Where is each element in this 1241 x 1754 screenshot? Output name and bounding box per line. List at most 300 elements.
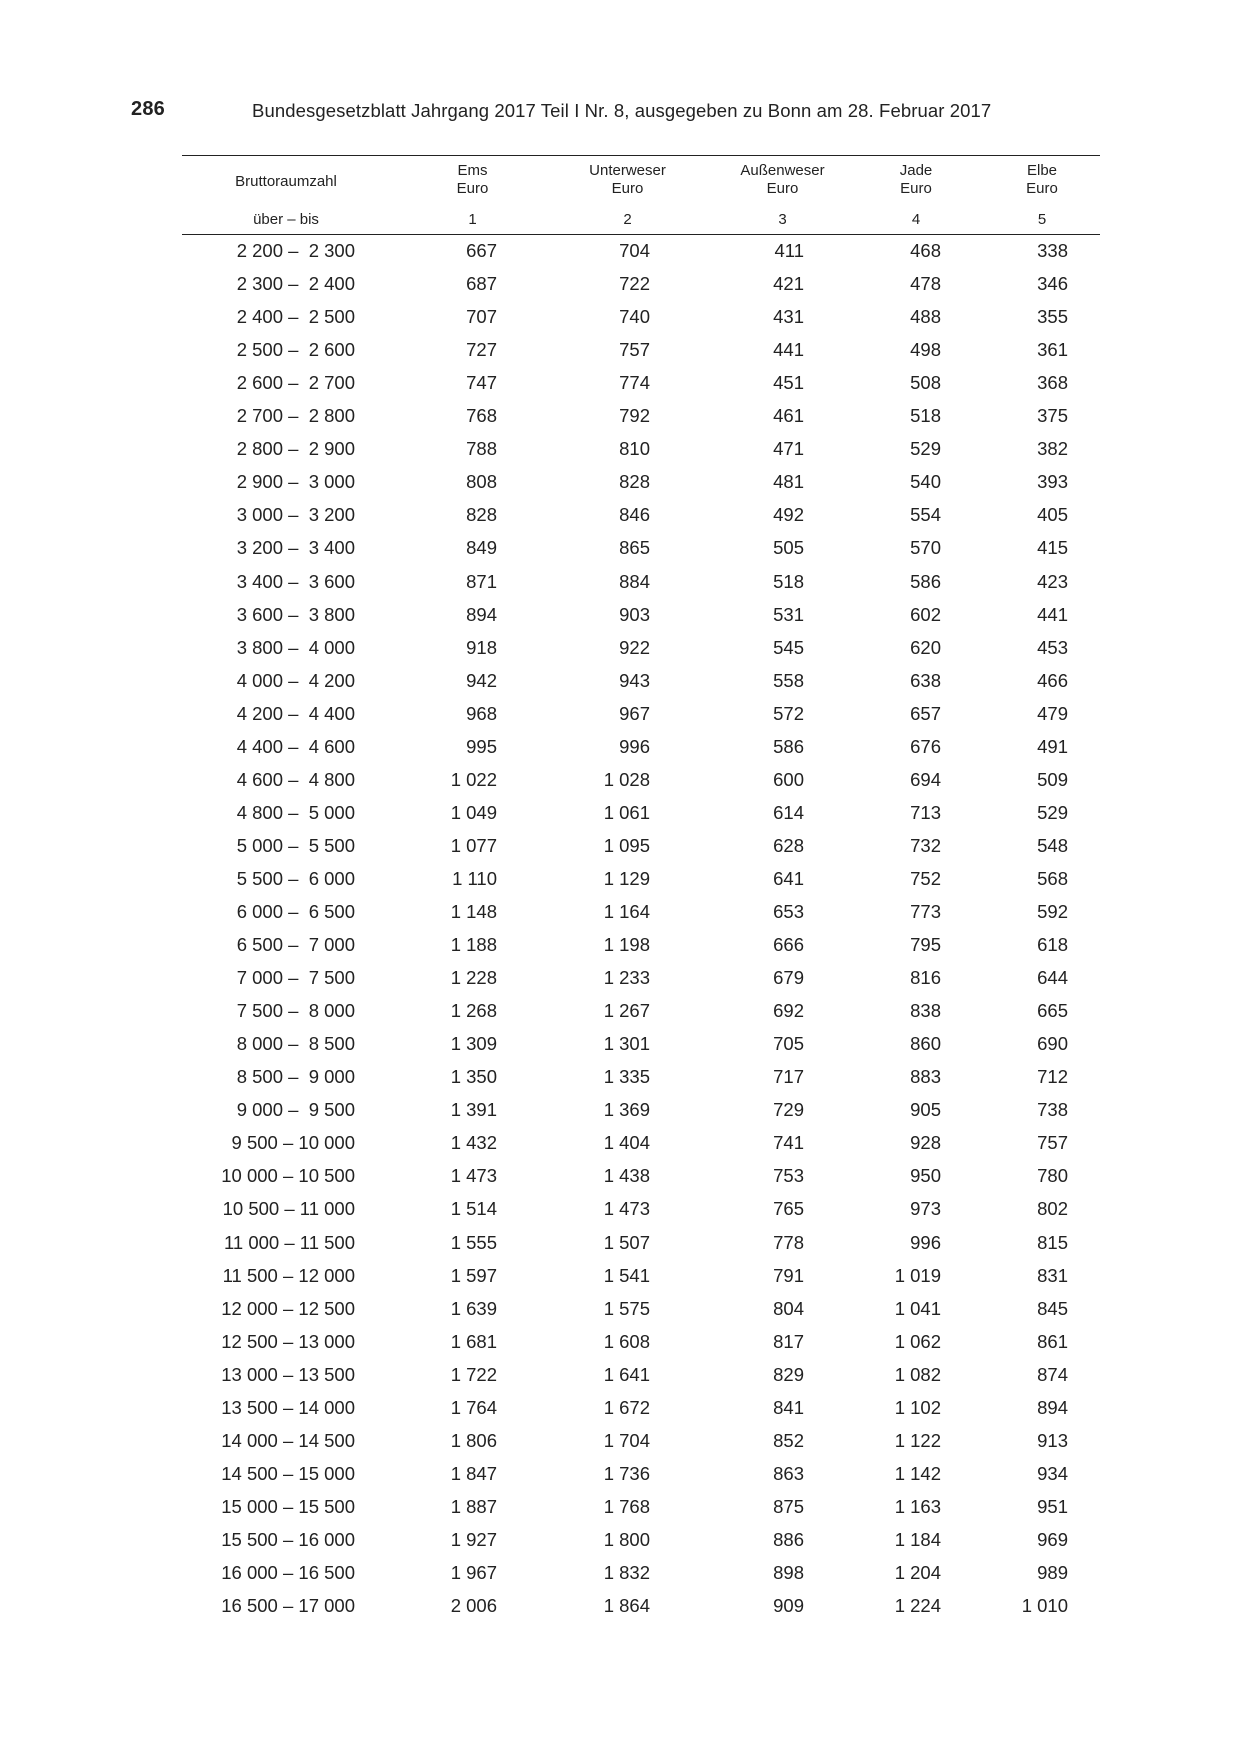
jade-value: 860 [910, 1033, 941, 1055]
bruttoraumzahl-range: 2 600 – 2 700 [236, 372, 355, 394]
aussenweser-value: 431 [773, 306, 804, 328]
jade-value: 905 [910, 1099, 941, 1121]
column-heading-jade [866, 162, 966, 198]
elbe-value: 509 [1037, 768, 1068, 790]
unterweser-value: 1 507 [603, 1231, 650, 1253]
table-row [0, 405, 1241, 438]
table-row [0, 835, 1241, 868]
ems-value: 828 [466, 504, 497, 526]
ems-value: 788 [466, 438, 497, 460]
aussenweser-value: 505 [773, 537, 804, 559]
elbe-value: 1 010 [1021, 1595, 1068, 1617]
elbe-value: 845 [1037, 1297, 1068, 1319]
ems-value: 968 [466, 702, 497, 724]
table-row [0, 802, 1241, 835]
table-row [0, 1364, 1241, 1397]
ems-value: 1 049 [450, 801, 497, 823]
elbe-value: 802 [1037, 1198, 1068, 1220]
elbe-value: 368 [1037, 372, 1068, 394]
bruttoraumzahl-range: 12 500 – 13 000 [221, 1330, 355, 1352]
bruttoraumzahl-range: 2 300 – 2 400 [236, 273, 355, 295]
unterweser-value: 1 704 [603, 1429, 650, 1451]
table-row [0, 1595, 1241, 1628]
unterweser-value: 903 [619, 603, 650, 625]
column-heading-unterweser [570, 162, 685, 198]
ems-value: 1 722 [450, 1363, 497, 1385]
aussenweser-value: 898 [773, 1562, 804, 1583]
unterweser-value: 810 [619, 438, 650, 460]
jade-value: 620 [910, 636, 941, 658]
bruttoraumzahl-range: 4 200 – 4 400 [236, 702, 355, 724]
column-number: 4 [911, 211, 921, 228]
unterweser-value: 1 864 [603, 1595, 650, 1617]
elbe-value: 969 [1037, 1528, 1068, 1550]
unterweser-value: 1 608 [603, 1330, 650, 1352]
aussenweser-value: 717 [773, 1066, 804, 1088]
page-number: 286 [131, 98, 165, 120]
jade-value: 973 [910, 1198, 941, 1220]
table-row [0, 1165, 1241, 1198]
bruttoraumzahl-range: 16 000 – 16 500 [221, 1562, 355, 1583]
unterweser-value: 1 736 [603, 1462, 650, 1484]
unterweser-value: 1 301 [603, 1033, 650, 1055]
ems-value: 1 188 [450, 934, 497, 956]
elbe-value: 361 [1037, 339, 1068, 361]
column-number: 2 [623, 211, 632, 228]
table-row [0, 670, 1241, 703]
elbe-value: 951 [1037, 1495, 1068, 1517]
jade-value: 752 [910, 867, 941, 889]
elbe-value: 989 [1037, 1562, 1068, 1583]
unterweser-value: 1 028 [603, 768, 650, 790]
jade-value: 488 [910, 306, 941, 328]
jade-value: 638 [910, 669, 941, 691]
aussenweser-value: 852 [773, 1429, 804, 1451]
unterweser-value: 1 473 [603, 1198, 650, 1220]
elbe-value: 466 [1037, 669, 1068, 691]
elbe-value: 479 [1037, 702, 1068, 724]
elbe-value: 618 [1037, 934, 1068, 956]
jade-value: 468 [910, 240, 941, 261]
jade-value: 996 [910, 1231, 941, 1253]
jade-value: 838 [910, 1000, 941, 1022]
bruttoraumzahl-range: 4 800 – 5 000 [236, 801, 355, 823]
bruttoraumzahl-range: 2 200 – 2 300 [236, 240, 355, 261]
table-row [0, 372, 1241, 405]
elbe-value: 757 [1037, 1132, 1068, 1154]
jade-value: 713 [910, 801, 941, 823]
table-row [0, 1529, 1241, 1562]
bruttoraumzahl-range: 2 800 – 2 900 [236, 438, 355, 460]
aussenweser-value: 741 [773, 1132, 804, 1154]
column-unit: Euro [766, 180, 799, 197]
aussenweser-value: 492 [773, 504, 804, 526]
table-row [0, 1066, 1241, 1099]
jade-value: 676 [910, 735, 941, 757]
jade-value: 498 [910, 339, 941, 361]
unterweser-value: 943 [619, 669, 650, 691]
table-row [0, 1397, 1241, 1430]
unterweser-value: 1 198 [603, 934, 650, 956]
ems-value: 1 887 [450, 1495, 497, 1517]
ems-value: 942 [466, 669, 497, 691]
table-row [0, 339, 1241, 372]
bruttoraumzahl-range: 13 000 – 13 500 [221, 1363, 355, 1385]
table-row [0, 471, 1241, 504]
table-row [0, 1430, 1241, 1463]
aussenweser-value: 451 [773, 372, 804, 394]
bruttoraumzahl-range: 3 200 – 3 400 [236, 537, 355, 559]
unterweser-value: 1 404 [603, 1132, 650, 1154]
aussenweser-value: 765 [773, 1198, 804, 1220]
jade-value: 883 [910, 1066, 941, 1088]
unterweser-value: 1 832 [603, 1562, 650, 1583]
elbe-value: 815 [1037, 1231, 1068, 1253]
table-row [0, 273, 1241, 306]
aussenweser-value: 441 [773, 339, 804, 361]
ems-value: 1 350 [450, 1066, 497, 1088]
bruttoraumzahl-range: 14 500 – 15 000 [221, 1462, 355, 1484]
unterweser-value: 757 [619, 339, 650, 361]
ems-value: 918 [466, 636, 497, 658]
aussenweser-value: 817 [773, 1330, 804, 1352]
unterweser-value: 1 768 [603, 1495, 650, 1517]
aussenweser-value: 411 [774, 240, 804, 261]
bruttoraumzahl-range: 5 000 – 5 500 [236, 834, 355, 856]
aussenweser-value: 641 [773, 867, 804, 889]
elbe-value: 874 [1037, 1363, 1068, 1385]
unterweser-value: 1 369 [603, 1099, 650, 1121]
column-title-bruttoraumzahl: Bruttoraumzahl [235, 173, 337, 190]
bruttoraumzahl-range: 16 500 – 17 000 [221, 1595, 355, 1617]
unterweser-value: 1 061 [603, 801, 650, 823]
elbe-value: 393 [1037, 471, 1068, 493]
jade-value: 1 184 [894, 1528, 941, 1550]
column-title: Jade [899, 162, 933, 179]
bruttoraumzahl-range: 4 400 – 4 600 [236, 735, 355, 757]
bruttoraumzahl-range: 11 000 – 11 500 [224, 1231, 355, 1253]
jade-value: 795 [910, 934, 941, 956]
ems-value: 2 006 [450, 1595, 497, 1617]
ems-value: 871 [466, 570, 497, 592]
aussenweser-value: 481 [773, 471, 804, 493]
elbe-value: 382 [1037, 438, 1068, 460]
bruttoraumzahl-range: 7 000 – 7 500 [236, 967, 355, 989]
elbe-value: 346 [1037, 273, 1068, 295]
ems-value: 1 110 [452, 867, 497, 889]
table-row [0, 1099, 1241, 1132]
unterweser-value: 1 267 [603, 1000, 650, 1022]
jade-value: 540 [910, 471, 941, 493]
jade-value: 1 062 [894, 1330, 941, 1352]
bruttoraumzahl-range: 2 900 – 3 000 [236, 471, 355, 493]
table-row [0, 703, 1241, 736]
jade-value: 508 [910, 372, 941, 394]
bruttoraumzahl-range: 15 500 – 16 000 [221, 1528, 355, 1550]
elbe-value: 712 [1037, 1066, 1068, 1088]
table-row [0, 1265, 1241, 1298]
unterweser-value: 846 [619, 504, 650, 526]
table-row [0, 604, 1241, 637]
elbe-value: 934 [1037, 1462, 1068, 1484]
ems-value: 1 764 [450, 1396, 497, 1418]
ems-value: 1 806 [450, 1429, 497, 1451]
ems-value: 1 022 [450, 768, 497, 790]
column-number: 5 [1037, 211, 1047, 228]
aussenweser-value: 614 [773, 801, 804, 823]
bruttoraumzahl-range: 2 400 – 2 500 [236, 306, 355, 328]
elbe-value: 861 [1037, 1330, 1068, 1352]
aussenweser-value: 886 [773, 1528, 804, 1550]
jade-value: 928 [910, 1132, 941, 1154]
bruttoraumzahl-range: 3 600 – 3 800 [236, 603, 355, 625]
aussenweser-value: 753 [773, 1165, 804, 1187]
table-row [0, 1033, 1241, 1066]
aussenweser-value: 666 [773, 934, 804, 956]
ems-value: 995 [466, 735, 497, 757]
jade-value: 1 142 [894, 1462, 941, 1484]
bruttoraumzahl-range: 8 000 – 8 500 [236, 1033, 355, 1055]
unterweser-value: 1 575 [603, 1297, 650, 1319]
ems-value: 1 473 [450, 1165, 497, 1187]
jade-value: 732 [910, 834, 941, 856]
jade-value: 554 [910, 504, 941, 526]
table-row [0, 736, 1241, 769]
elbe-value: 913 [1037, 1429, 1068, 1451]
ems-value: 707 [466, 306, 497, 328]
jade-value: 586 [910, 570, 941, 592]
elbe-value: 423 [1037, 570, 1068, 592]
unterweser-value: 1 095 [603, 834, 650, 856]
table-row [0, 1000, 1241, 1033]
unterweser-value: 828 [619, 471, 650, 493]
table-row [0, 1298, 1241, 1331]
running-title: Bundesgesetzblatt Jahrgang 2017 Teil I Nr. 8, ausgegeben zu Bonn am 28. Februar 2017 [252, 100, 992, 121]
bruttoraumzahl-range: 2 700 – 2 800 [236, 405, 355, 427]
ems-value: 687 [466, 273, 497, 295]
ems-value: 1 597 [450, 1264, 497, 1286]
jade-value: 518 [910, 405, 941, 427]
bruttoraumzahl-range: 9 000 – 9 500 [236, 1099, 355, 1121]
aussenweser-value: 586 [773, 735, 804, 757]
jade-value: 478 [910, 273, 941, 295]
column-title: Unterweser [589, 162, 666, 179]
aussenweser-value: 628 [773, 834, 804, 856]
unterweser-value: 774 [619, 372, 650, 394]
elbe-value: 415 [1037, 537, 1068, 559]
ems-value: 1 681 [450, 1330, 497, 1352]
elbe-value: 568 [1037, 867, 1068, 889]
column-unit: Euro [900, 180, 932, 197]
ems-value: 808 [466, 471, 497, 493]
ems-value: 1 927 [450, 1528, 497, 1550]
table-row [0, 1132, 1241, 1165]
column-subheading-range: über – bis [253, 211, 319, 228]
elbe-value: 831 [1037, 1264, 1068, 1286]
ems-value: 1 514 [450, 1198, 497, 1220]
column-heading-aussenweser [720, 162, 845, 198]
aussenweser-value: 729 [773, 1099, 804, 1121]
ems-value: 727 [466, 339, 497, 361]
aussenweser-value: 909 [773, 1595, 804, 1617]
elbe-value: 405 [1037, 504, 1068, 526]
aussenweser-value: 875 [773, 1495, 804, 1517]
elbe-value: 690 [1037, 1033, 1068, 1055]
jade-value: 1 204 [894, 1562, 941, 1583]
aussenweser-value: 653 [773, 901, 804, 922]
table-row [0, 438, 1241, 471]
column-heading-ems [420, 162, 525, 198]
elbe-value: 592 [1037, 901, 1068, 922]
unterweser-value: 792 [619, 405, 650, 427]
bruttoraumzahl-range: 7 500 – 8 000 [236, 1000, 355, 1022]
elbe-value: 453 [1037, 636, 1068, 658]
unterweser-value: 996 [619, 735, 650, 757]
ems-value: 667 [466, 240, 497, 261]
jade-value: 657 [910, 702, 941, 724]
jade-value: 529 [910, 438, 941, 460]
unterweser-value: 1 233 [603, 967, 650, 989]
bruttoraumzahl-range: 6 500 – 7 000 [236, 934, 355, 956]
bruttoraumzahl-range: 10 500 – 11 000 [222, 1198, 355, 1220]
unterweser-value: 1 641 [603, 1363, 650, 1385]
elbe-value: 665 [1037, 1000, 1068, 1022]
aussenweser-value: 600 [773, 768, 804, 790]
jade-value: 1 163 [894, 1495, 941, 1517]
elbe-value: 441 [1037, 603, 1068, 625]
table-row [0, 504, 1241, 537]
elbe-value: 894 [1037, 1396, 1068, 1418]
bruttoraumzahl-range: 6 000 – 6 500 [236, 901, 355, 922]
column-unit: Euro [456, 180, 489, 197]
elbe-value: 548 [1037, 834, 1068, 856]
table-row [0, 934, 1241, 967]
table-row [0, 1562, 1241, 1595]
ems-value: 747 [466, 372, 497, 394]
bruttoraumzahl-range: 11 500 – 12 000 [222, 1264, 355, 1286]
table-row [0, 1232, 1241, 1265]
aussenweser-value: 518 [773, 570, 804, 592]
bruttoraumzahl-range: 4 600 – 4 800 [236, 768, 355, 790]
aussenweser-value: 692 [773, 1000, 804, 1022]
jade-value: 816 [910, 967, 941, 989]
table-row [0, 1496, 1241, 1529]
bruttoraumzahl-range: 3 800 – 4 000 [236, 636, 355, 658]
table-row [0, 571, 1241, 604]
table-row [0, 537, 1241, 570]
table-header-rule [182, 234, 1100, 235]
aussenweser-value: 791 [773, 1264, 804, 1286]
jade-value: 1 122 [894, 1429, 941, 1451]
aussenweser-value: 421 [773, 273, 804, 295]
bruttoraumzahl-range: 5 500 – 6 000 [236, 867, 355, 889]
aussenweser-value: 471 [773, 438, 804, 460]
column-title: Ems [457, 162, 488, 179]
jade-value: 773 [910, 901, 941, 922]
elbe-value: 644 [1037, 967, 1068, 989]
jade-value: 602 [910, 603, 941, 625]
bruttoraumzahl-range: 4 000 – 4 200 [236, 669, 355, 691]
bruttoraumzahl-range: 3 400 – 3 600 [236, 570, 355, 592]
table-row [0, 901, 1241, 934]
column-number: 1 [468, 211, 477, 228]
unterweser-value: 1 541 [603, 1264, 650, 1286]
bruttoraumzahl-range: 2 500 – 2 600 [236, 339, 355, 361]
table-row [0, 306, 1241, 339]
ems-value: 1 148 [450, 901, 497, 922]
ems-value: 1 077 [450, 834, 497, 856]
aussenweser-value: 679 [773, 967, 804, 989]
jade-value: 694 [910, 768, 941, 790]
table-row [0, 967, 1241, 1000]
ems-value: 1 967 [450, 1562, 497, 1583]
aussenweser-value: 572 [773, 702, 804, 724]
aussenweser-value: 545 [773, 636, 804, 658]
table-row [0, 769, 1241, 802]
column-title: Außenweser [740, 162, 825, 179]
column-heading-elbe [992, 162, 1092, 198]
jade-value: 1 224 [894, 1595, 941, 1617]
ems-value: 1 847 [450, 1462, 497, 1484]
aussenweser-value: 804 [773, 1297, 804, 1319]
jade-value: 1 019 [894, 1264, 941, 1286]
column-unit: Euro [1026, 180, 1058, 197]
jade-value: 1 082 [894, 1363, 941, 1385]
elbe-value: 491 [1037, 735, 1068, 757]
aussenweser-value: 531 [773, 603, 804, 625]
bruttoraumzahl-range: 8 500 – 9 000 [236, 1066, 355, 1088]
bruttoraumzahl-range: 13 500 – 14 000 [221, 1396, 355, 1418]
ems-value: 1 309 [450, 1033, 497, 1055]
table-row [0, 1331, 1241, 1364]
unterweser-value: 740 [619, 306, 650, 328]
ems-value: 1 268 [450, 1000, 497, 1022]
ems-value: 1 555 [450, 1231, 497, 1253]
ems-value: 1 432 [450, 1132, 497, 1154]
bruttoraumzahl-range: 10 000 – 10 500 [221, 1165, 355, 1187]
column-number: 3 [778, 211, 787, 228]
bruttoraumzahl-range: 15 000 – 15 500 [221, 1495, 355, 1517]
unterweser-value: 1 129 [603, 867, 650, 889]
unterweser-value: 704 [619, 240, 650, 261]
unterweser-value: 1 335 [603, 1066, 650, 1088]
unterweser-value: 1 800 [603, 1528, 650, 1550]
unterweser-value: 1 438 [603, 1165, 650, 1187]
ems-value: 894 [466, 603, 497, 625]
unterweser-value: 1 164 [603, 901, 650, 922]
bruttoraumzahl-range: 14 000 – 14 500 [221, 1429, 355, 1451]
table-row [0, 240, 1241, 273]
elbe-value: 338 [1037, 240, 1068, 261]
ems-value: 849 [466, 537, 497, 559]
table-row [0, 868, 1241, 901]
jade-value: 570 [910, 537, 941, 559]
aussenweser-value: 705 [773, 1033, 804, 1055]
aussenweser-value: 461 [773, 405, 804, 427]
table-top-rule [182, 155, 1100, 156]
unterweser-value: 967 [619, 702, 650, 724]
unterweser-value: 922 [619, 636, 650, 658]
ems-value: 768 [466, 405, 497, 427]
jade-value: 1 102 [894, 1396, 941, 1418]
bruttoraumzahl-range: 9 500 – 10 000 [231, 1132, 355, 1154]
ems-value: 1 639 [450, 1297, 497, 1319]
jade-value: 950 [910, 1165, 941, 1187]
bruttoraumzahl-range: 12 000 – 12 500 [221, 1297, 355, 1319]
table-row [0, 1198, 1241, 1231]
unterweser-value: 884 [619, 570, 650, 592]
aussenweser-value: 841 [773, 1396, 804, 1418]
